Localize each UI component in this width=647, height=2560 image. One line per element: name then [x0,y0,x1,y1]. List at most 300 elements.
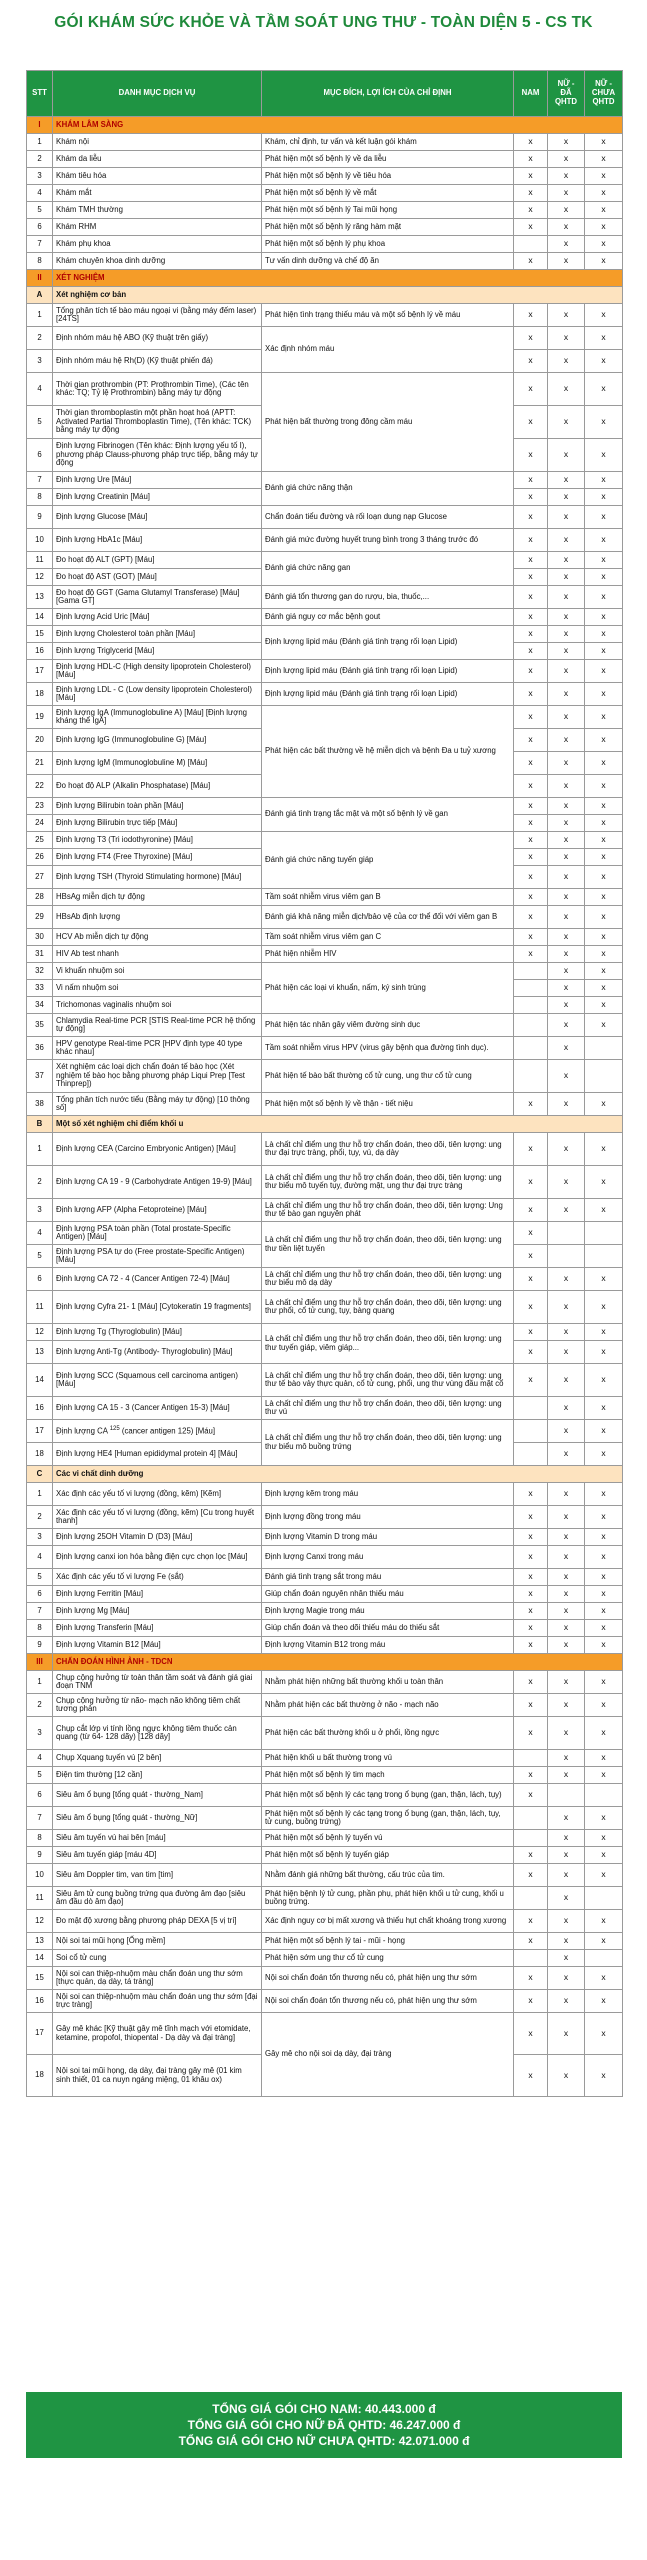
table-row [27,168,623,185]
male-mark: x [514,1990,548,2013]
female-married-mark: x [548,1506,585,1529]
row-number: 24 [27,815,53,832]
row-number: 5 [27,406,53,439]
male-mark: x [514,1603,548,1620]
row-number: 2 [27,1166,53,1199]
female-single-mark: x [585,439,623,472]
female-married-mark: x [548,236,585,253]
section-header-row [27,270,623,287]
female-married-mark: x [548,798,585,815]
row-number: 9 [27,506,53,529]
service-name: Soi cổ tử cung [53,1950,262,1967]
service-purpose: Đánh giá mức đường huyết trung bình trong 3 tháng trước đó [262,529,514,552]
service-name: Định lượng Anti-Tg (Antibody- Thyroglobulin) [Máu] [53,1341,262,1364]
female-single-mark [585,1887,623,1910]
service-name: Định lượng Ure [Máu] [53,472,262,489]
female-single-mark: x [585,706,623,729]
row-number: 14 [27,1364,53,1397]
section-title: KHÁM LÂM SÀNG [53,117,623,134]
section-number: I [27,117,53,134]
table-body [27,117,623,2097]
service-name: Khám chuyên khoa dinh dưỡng [53,253,262,270]
service-purpose: Định lượng lipid máu (Đánh giá tình trạng rối loạn Lipid) [262,660,514,683]
service-name: Khám RHM [53,219,262,236]
female-married-mark: x [548,1397,585,1420]
table-row [27,151,623,168]
table-row [27,1529,623,1546]
row-number: 13 [27,1341,53,1364]
row-number: 1 [27,134,53,151]
row-number: 37 [27,1060,53,1093]
female-married-mark: x [548,775,585,798]
service-name: Định lượng Glucose [Máu] [53,506,262,529]
service-purpose: Đánh giá chức năng thận [262,472,514,506]
female-single-mark: x [585,1910,623,1933]
male-mark: x [514,1546,548,1569]
male-mark [514,1037,548,1060]
section-title: Một số xét nghiệm chỉ điểm khối u [53,1116,623,1133]
female-married-mark: x [548,2013,585,2055]
female-married-mark: x [548,1133,585,1166]
service-purpose: Đánh giá nguy cơ mắc bệnh gout [262,609,514,626]
service-name: Xác định các yếu tố vi lượng (đồng, kẽm) [Kẽm] [53,1483,262,1506]
header-male: NAM [514,71,548,117]
table-row [27,889,623,906]
service-purpose: Gây mê cho nội soi dạ dày, đại tràng [262,2013,514,2097]
female-married-mark [548,1784,585,1807]
service-name: Khám nội [53,134,262,151]
male-mark: x [514,815,548,832]
row-number: 29 [27,906,53,929]
table-row [27,1291,623,1324]
price-totals [26,2392,622,2458]
table-row [27,946,623,963]
female-married-mark: x [548,1830,585,1847]
female-single-mark: x [585,775,623,798]
female-single-mark [585,1060,623,1093]
female-married-mark: x [548,552,585,569]
female-single-mark: x [585,1620,623,1637]
female-single-mark: x [585,929,623,946]
row-number: 5 [27,1245,53,1268]
service-name: Đo hoạt độ ALP (Alkalin Phosphatase) [Máu] [53,775,262,798]
table-row [27,1324,623,1341]
female-married-mark: x [548,253,585,270]
service-purpose: Tầm soát nhiễm virus viêm gan C [262,929,514,946]
female-married-mark: x [548,1767,585,1784]
service-name: Định lượng Tg (Thyroglobulin) [Máu] [53,1324,262,1341]
female-single-mark: x [585,1750,623,1767]
service-name: Tổng phân tích tế bào máu ngoại vi (bằng máy đếm laser) [24TS] [53,304,262,327]
service-purpose: Đánh giá chức năng tuyến giáp [262,832,514,889]
service-name: Nội soi tai mũi họng, dạ dày, đại tràng gây mê (01 kim sinh thiết, 01 ca nuyn ngáng miệng, 01 khâu ox) [53,2055,262,2097]
service-purpose: Định lượng Magie trong máu [262,1603,514,1620]
row-number: 27 [27,866,53,889]
female-single-mark: x [585,626,623,643]
male-mark: x [514,1933,548,1950]
row-number: 8 [27,1830,53,1847]
female-single-mark: x [585,980,623,997]
service-purpose: Phát hiện một số bệnh lý phụ khoa [262,236,514,253]
female-married-mark: x [548,752,585,775]
table-row [27,1199,623,1222]
male-mark: x [514,832,548,849]
female-single-mark: x [585,1341,623,1364]
female-married-mark: x [548,1324,585,1341]
service-purpose: Phát hiện tế bào bất thường cổ tử cung, ung thư cổ tử cung [262,1060,514,1093]
row-number: 19 [27,706,53,729]
row-number: 6 [27,1586,53,1603]
section-header-row [27,117,623,134]
service-purpose: Phát hiện một số bệnh lý về tiêu hóa [262,168,514,185]
service-name: Định lượng canxi ion hóa bằng điện cực chọn lọc [Máu] [53,1546,262,1569]
female-single-mark: x [585,236,623,253]
service-purpose: Là chất chỉ điểm ung thư hỗ trợ chẩn đoán, theo dõi, tiên lượng: ung thư tiền liệt tuyến [262,1222,514,1268]
table-row [27,963,623,980]
male-mark: x [514,529,548,552]
female-married-mark: x [548,304,585,327]
row-number: 13 [27,586,53,609]
service-purpose: Định lượng Canxi trong máu [262,1546,514,1569]
female-single-mark: x [585,683,623,706]
female-single-mark: x [585,1637,623,1654]
female-married-mark: x [548,1620,585,1637]
female-married-mark: x [548,1037,585,1060]
service-name: HBsAb định lượng [53,906,262,929]
table-row [27,202,623,219]
row-number: 3 [27,1717,53,1750]
male-mark [514,1807,548,1830]
female-married-mark: x [548,683,585,706]
row-number: 2 [27,327,53,350]
male-mark: x [514,1268,548,1291]
female-married-mark: x [548,626,585,643]
row-number: 4 [27,1546,53,1569]
service-table [26,70,623,2097]
male-mark: x [514,626,548,643]
female-married-mark: x [548,1637,585,1654]
male-mark: x [514,406,548,439]
female-married-mark: x [548,706,585,729]
service-purpose: Là chất chỉ điểm ung thư hỗ trợ chẩn đoán, theo dõi, tiên lượng: ung thư tuyến giáp, viêm giáp... [262,1324,514,1364]
female-married-mark: x [548,832,585,849]
service-purpose: Nội soi chẩn đoán tổn thương nếu có, phát hiện ung thư sớm [262,1967,514,1990]
service-purpose: Nội soi chẩn đoán tổn thương nếu có, phát hiện ung thư sớm [262,1990,514,2013]
male-mark: x [514,1586,548,1603]
table-row [27,1910,623,1933]
table-row [27,552,623,569]
row-number: 1 [27,304,53,327]
row-number: 6 [27,439,53,472]
service-purpose: Khám, chỉ định, tư vấn và kết luận gói khám [262,134,514,151]
service-name: Khám TMH thường [53,202,262,219]
service-purpose: Đánh giá tình trạng sắt trong máu [262,1569,514,1586]
service-name: Thời gian thromboplastin một phần hoạt hoá (APTT: Activated Partial Thromboplastin Time), (Tên khác: TCK) bằng máy tự động [53,406,262,439]
service-name: Siêu âm ổ bụng [tổng quát - thường_Nữ] [53,1807,262,1830]
female-married-mark: x [548,1910,585,1933]
table-row [27,472,623,489]
female-single-mark: x [585,2013,623,2055]
female-married-mark: x [548,866,585,889]
service-purpose: Phát hiện các loại vi khuẩn, nấm, ký sinh trùng [262,963,514,1014]
table-row [27,626,623,643]
table-row [27,1990,623,2013]
service-name: Định lượng SCC (Squamous cell carcinoma antigen) [Máu] [53,1364,262,1397]
service-name: Định lượng Transferin [Máu] [53,1620,262,1637]
female-married-mark: x [548,1569,585,1586]
row-number: 18 [27,2055,53,2097]
female-married-mark: x [548,151,585,168]
service-name: Định lượng Mg [Máu] [53,1603,262,1620]
female-single-mark [585,1784,623,1807]
service-purpose: Là chất chỉ điểm ung thư hỗ trợ chẩn đoán, theo dõi, tiên lượng: ung thư biểu mô tuyến tụy, đường mật, ung thư đại trực tràng [262,1166,514,1199]
female-married-mark: x [548,506,585,529]
service-name: Định lượng HDL-C (High density lipoprotein Cholesterol) [Máu] [53,660,262,683]
table-row [27,1637,623,1654]
service-name: Định lượng CA 72 - 4 (Cancer Antigen 72-4) [Máu] [53,1268,262,1291]
service-name: Đo hoạt độ GGT (Gama Glutamyl Transferase) [Máu] [Gama GT] [53,586,262,609]
table-row [27,832,623,849]
table-row [27,1093,623,1116]
service-purpose: Phát hiện bất thường trong đông cầm máu [262,373,514,472]
female-single-mark: x [585,1324,623,1341]
service-name: HCV Ab miễn dịch tự động [53,929,262,946]
male-mark: x [514,1784,548,1807]
row-number: 16 [27,1397,53,1420]
female-single-mark: x [585,963,623,980]
table-row [27,609,623,626]
row-number: 1 [27,1133,53,1166]
table-row [27,1933,623,1950]
male-mark: x [514,643,548,660]
service-name: Chụp cộng hưởng từ toàn thân tầm soát và đánh giá giai đoạn TNM [53,1671,262,1694]
service-purpose: Đánh giá chức năng gan [262,552,514,586]
row-number: 9 [27,1637,53,1654]
female-single-mark: x [585,1603,623,1620]
table-row [27,1750,623,1767]
service-name: Đo hoạt độ ALT (GPT) [Máu] [53,552,262,569]
female-single-mark: x [585,1569,623,1586]
section-number: B [27,1116,53,1133]
service-name: Định lượng Bilirubin toàn phần [Máu] [53,798,262,815]
female-single-mark: x [585,1807,623,1830]
male-mark: x [514,1967,548,1990]
row-number: 7 [27,1603,53,1620]
service-purpose: Tầm soát nhiễm virus viêm gan B [262,889,514,906]
section-number: II [27,270,53,287]
table-row [27,1967,623,1990]
male-mark: x [514,2055,548,2097]
section-title: CHẨN ĐOÁN HÌNH ẢNH - TDCN [53,1654,623,1671]
service-name: Định lượng AFP (Alpha Fetoproteine) [Máu] [53,1199,262,1222]
female-single-mark: x [585,529,623,552]
male-mark: x [514,1506,548,1529]
female-married-mark: x [548,1341,585,1364]
service-name: Định lượng TSH (Thyroid Stimulating hormone) [Máu] [53,866,262,889]
section-number: A [27,287,53,304]
service-purpose: Xác định nhóm máu [262,327,514,373]
table-row [27,1830,623,1847]
row-number: 11 [27,1887,53,1910]
female-married-mark: x [548,1887,585,1910]
table-row [27,373,623,406]
male-mark: x [514,1864,548,1887]
service-purpose: Là chất chỉ điểm ung thư hỗ trợ chẩn đoán, theo dõi, tiên lượng: ung thư biểu mô buồng trứng [262,1420,514,1466]
female-single-mark: x [585,729,623,752]
service-name: Nội soi can thiệp-nhuộm màu chẩn đoán ung thư sớm [đại trực tràng] [53,1990,262,2013]
service-name: Định lượng CA 19 - 9 (Carbohydrate Antigen 19-9) [Máu] [53,1166,262,1199]
male-mark: x [514,552,548,569]
service-purpose: Phát hiện một số bệnh lý Tai mũi họng [262,202,514,219]
service-name: Định lượng IgG (Immunoglobuline G) [Máu] [53,729,262,752]
female-married-mark: x [548,134,585,151]
service-purpose: Phát hiện một số bệnh lý tai - mũi - họng [262,1933,514,1950]
female-single-mark: x [585,472,623,489]
female-single-mark: x [585,552,623,569]
table-row [27,1620,623,1637]
service-name: Định lượng Vitamin B12 [Máu] [53,1637,262,1654]
service-name: Nội soi tai mũi họng [Ống mềm] [53,1933,262,1950]
male-mark: x [514,569,548,586]
table-row [27,1133,623,1166]
male-mark [514,1397,548,1420]
male-mark: x [514,506,548,529]
male-mark: x [514,1199,548,1222]
female-married-mark: x [548,1864,585,1887]
service-purpose: Phát hiện các bất thường khối u ở phổi, lồng ngực [262,1717,514,1750]
row-number: 12 [27,569,53,586]
service-name: Định lượng IgA (Immunoglobuline A) [Máu] [Định lượng kháng thể IgA] [53,706,262,729]
page-title: GÓI KHÁM SỨC KHỎE VÀ TẦM SOÁT UNG THƯ - TOÀN DIỆN 5 - CS TK [54,14,593,31]
service-purpose: Định lượng Vitamin D trong máu [262,1529,514,1546]
service-purpose: Phát hiện một số bệnh lý tuyến giáp [262,1847,514,1864]
female-single-mark: x [585,168,623,185]
female-married-mark: x [548,1950,585,1967]
table-row [27,1569,623,1586]
table-row [27,1222,623,1245]
table-row [27,1603,623,1620]
male-mark [514,1830,548,1847]
table-header-row [27,71,623,117]
section-header-row [27,1654,623,1671]
female-single-mark: x [585,253,623,270]
table-row [27,1586,623,1603]
row-number: 8 [27,489,53,506]
row-number: 15 [27,626,53,643]
female-married-mark: x [548,1199,585,1222]
service-purpose: Xác định nguy cơ bị mất xương và thiểu hụt chất khoáng trong xương [262,1910,514,1933]
row-number: 7 [27,472,53,489]
service-name: Định lượng HE4 [Human epididymal protein 4] [Máu] [53,1443,262,1466]
service-name: Thời gian prothrombin (PT: Prothrombin Time), (Các tên khác: TQ; Tỷ lệ Prothrombin) bằng máy tự động [53,373,262,406]
table-row [27,798,623,815]
male-mark: x [514,1364,548,1397]
female-single-mark: x [585,1990,623,2013]
service-purpose: Nhằm phát hiện những bất thường khối u toàn thân [262,1671,514,1694]
male-mark: x [514,219,548,236]
female-married-mark: x [548,929,585,946]
female-single-mark: x [585,1364,623,1397]
female-married-mark: x [548,815,585,832]
male-mark: x [514,134,548,151]
female-married-mark: x [548,1166,585,1199]
row-number: 5 [27,202,53,219]
section-title: XÉT NGHIỆM [53,270,623,287]
female-married-mark: x [548,1483,585,1506]
table-row [27,929,623,946]
male-mark: x [514,1166,548,1199]
row-number: 11 [27,1291,53,1324]
male-mark: x [514,1767,548,1784]
female-single-mark: x [585,489,623,506]
service-name: Khám mắt [53,185,262,202]
service-purpose: Phát hiện bệnh lý tử cung, phần phụ, phát hiện khối u tử cung, khối u buồng trứng. [262,1887,514,1910]
female-married-mark: x [548,1807,585,1830]
row-number: 8 [27,1620,53,1637]
row-number: 6 [27,1784,53,1807]
female-single-mark [585,1950,623,1967]
female-single-mark: x [585,1093,623,1116]
male-mark: x [514,2013,548,2055]
female-single-mark: x [585,1546,623,1569]
male-mark: x [514,1694,548,1717]
service-purpose: Là chất chỉ điểm ung thư hỗ trợ chẩn đoán, theo dõi, tiên lượng: ung thư tế bào vảy thực quản, cổ tử cung, phổi, ung thư vùng đầu mặt cổ [262,1364,514,1397]
female-single-mark: x [585,1166,623,1199]
female-single-mark: x [585,1506,623,1529]
header-purpose: MỤC ĐÍCH, LỢI ÍCH CỦA CHỈ ĐỊNH [262,71,514,117]
service-name: Chụp Xquang tuyến vú [2 bên] [53,1750,262,1767]
row-number: 32 [27,963,53,980]
male-mark: x [514,1569,548,1586]
service-name: Định lượng Cholesterol toàn phần [Máu] [53,626,262,643]
male-mark: x [514,1133,548,1166]
service-name: Vi nấm nhuộm soi [53,980,262,997]
service-name: Đo mật độ xương bằng phương pháp DEXA [5 vị trí] [53,1910,262,1933]
table-row [27,1014,623,1037]
service-purpose: Phát hiện một số bệnh lý về mắt [262,185,514,202]
male-mark [514,980,548,997]
service-name: Đo hoạt độ AST (GOT) [Máu] [53,569,262,586]
row-number: 4 [27,1222,53,1245]
row-number: 3 [27,1529,53,1546]
table-row [27,529,623,552]
service-name: Siêu âm tử cung buồng trứng qua đường âm đạo [siêu âm đầu dò âm đạo] [53,1887,262,1910]
table-row [27,1864,623,1887]
service-name: Định lượng Creatinin [Máu] [53,489,262,506]
female-single-mark: x [585,1443,623,1466]
female-single-mark: x [585,906,623,929]
female-married-mark: x [548,439,585,472]
table-row [27,1166,623,1199]
service-name: Định lượng Ferritin [Máu] [53,1586,262,1603]
row-number: 2 [27,1506,53,1529]
female-married-mark: x [548,906,585,929]
row-number: 4 [27,185,53,202]
table-row [27,1717,623,1750]
row-number: 16 [27,643,53,660]
female-single-mark [585,1037,623,1060]
male-mark: x [514,1222,548,1245]
female-single-mark: x [585,506,623,529]
service-name: Siêu âm ổ bụng [tổng quát - thường_Nam] [53,1784,262,1807]
female-single-mark: x [585,609,623,626]
table-row [27,683,623,706]
female-married-mark: x [548,168,585,185]
table-row [27,1671,623,1694]
female-married-mark: x [548,1364,585,1397]
male-mark: x [514,439,548,472]
female-married-mark: x [548,1671,585,1694]
